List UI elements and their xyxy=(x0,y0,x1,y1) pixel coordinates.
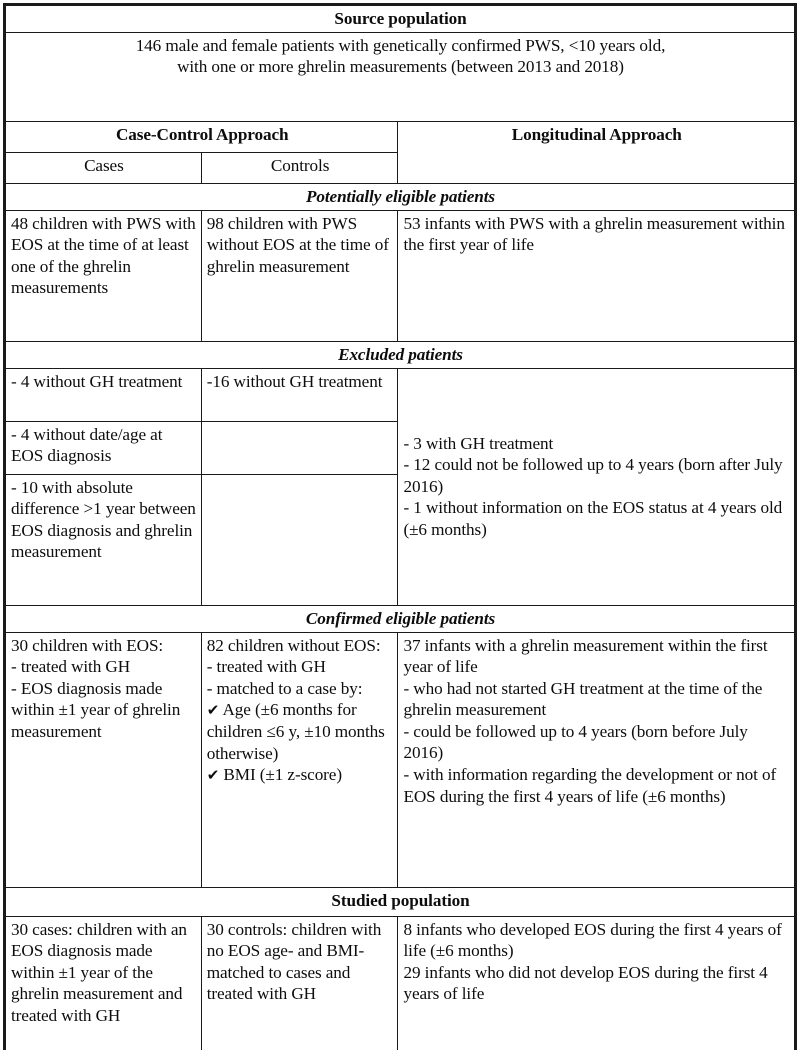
section-header-confirmed-eligible: Confirmed eligible patients xyxy=(5,605,796,632)
excluded-longitudinal xyxy=(398,368,796,605)
confirmed-longitudinal xyxy=(398,632,796,887)
confirmed-longitudinal-line-1: 37 infants with a ghrelin measurement within the first year of life xyxy=(403,635,768,677)
table-row-studied-band xyxy=(5,887,796,916)
excluded-controls-item-3 xyxy=(201,474,398,605)
excluded-longitudinal-line-3: - 1 without information on the EOS status at 4 years old (±6 months) xyxy=(403,498,783,539)
table-row-source-body xyxy=(5,32,796,121)
table-row-potentially-eligible xyxy=(5,210,796,341)
excluded-controls-item-2 xyxy=(201,421,398,474)
cases-column-header: Cases xyxy=(5,152,202,183)
confirmed-controls-line-1: 82 children without EOS: xyxy=(206,635,381,655)
confirmed-longitudinal-line-3: - could be followed up to 4 years (born before July 2016) xyxy=(403,721,748,763)
table-row-approach-title xyxy=(5,121,796,152)
excluded-controls-item-1: -16 without GH treatment xyxy=(201,368,398,421)
source-population-body xyxy=(5,32,796,121)
confirmed-cases xyxy=(5,632,202,887)
potentially-eligible-controls: 98 children with PWS without EOS at the time of ghrelin measurement xyxy=(201,210,398,341)
table-row-confirmed-band xyxy=(5,605,796,632)
excluded-longitudinal-line-1: - 3 with GH treatment xyxy=(403,433,554,453)
studied-controls: 30 controls: children with no EOS age- and BMI-matched to cases and treated with GH xyxy=(201,916,398,1050)
confirmed-controls-check-2 xyxy=(207,764,394,786)
studied-longitudinal-line-1: 8 infants who developed EOS during the first 4 years of life (±6 months) xyxy=(403,919,782,961)
studied-longitudinal xyxy=(398,916,796,1050)
section-header-studied-population: Studied population xyxy=(5,887,796,916)
excluded-longitudinal-line-2: - 12 could not be followed up to 4 years (born after July 2016) xyxy=(403,455,783,496)
source-population-title: Source population xyxy=(5,5,796,33)
confirmed-controls-check-1 xyxy=(207,699,394,764)
section-header-excluded: Excluded patients xyxy=(5,341,796,368)
case-control-approach-title: Case-Control Approach xyxy=(5,121,398,152)
table-row-source-title xyxy=(5,5,796,33)
confirmed-longitudinal-line-2: - who had not started GH treatment at the time of the ghrelin measurement xyxy=(403,678,763,720)
confirmed-controls-check-2-text: BMI (±1 z-score) xyxy=(223,765,342,785)
confirmed-longitudinal-line-4: - with information regarding the development or not of EOS during the first 4 years of life (±6 months) xyxy=(403,765,777,806)
confirmed-cases-line-1: 30 children with EOS: xyxy=(11,635,164,655)
table-row-excluded-band xyxy=(5,341,796,368)
confirmed-controls-line-2: - treated with GH xyxy=(206,657,326,677)
confirmed-cases-line-2: - treated with GH xyxy=(11,657,131,677)
table-row-studied xyxy=(5,916,796,1050)
source-line-1: 146 male and female patients with genetically confirmed PWS, <10 years old, xyxy=(135,35,666,55)
excluded-cases-item-2: - 4 without date/age at EOS diagnosis xyxy=(5,421,202,474)
excluded-cases-item-1: - 4 without GH treatment xyxy=(5,368,202,421)
controls-column-header: Controls xyxy=(201,152,398,183)
section-header-potentially-eligible: Potentially eligible patients xyxy=(5,183,796,210)
studied-cases: 30 cases: children with an EOS diagnosis made within ±1 year of the ghrelin measurement and treated with GH xyxy=(5,916,202,1050)
excluded-cases-item-3: - 10 with absolute difference >1 year between EOS diagnosis and ghrelin measurement xyxy=(5,474,202,605)
studied-longitudinal-line-2: 29 infants who did not develop EOS during the first 4 years of life xyxy=(403,962,768,1004)
confirmed-controls-line-3: - matched to a case by: xyxy=(206,678,363,698)
check-mark-icon: ✔ xyxy=(206,768,220,785)
flow-table xyxy=(3,3,797,1050)
source-line-2: with one or more ghrelin measurements (between 2013 and 2018) xyxy=(177,57,624,77)
table-row-excluded-1 xyxy=(5,368,796,421)
potentially-eligible-longitudinal: 53 infants with PWS with a ghrelin measurement within the first year of life xyxy=(398,210,796,341)
confirmed-controls xyxy=(201,632,398,887)
confirmed-controls-check-1-text: Age (±6 months for children ≤6 y, ±10 months otherwise) xyxy=(206,700,385,763)
longitudinal-approach-title: Longitudinal Approach xyxy=(398,121,796,183)
confirmed-cases-line-3: - EOS diagnosis made within ±1 year of ghrelin measurement xyxy=(11,678,181,741)
table-row-confirmed xyxy=(5,632,796,887)
table-row-potentially-eligible-band xyxy=(5,183,796,210)
check-mark-icon: ✔ xyxy=(206,703,220,720)
potentially-eligible-cases: 48 children with PWS with EOS at the time of at least one of the ghrelin measurements xyxy=(5,210,202,341)
